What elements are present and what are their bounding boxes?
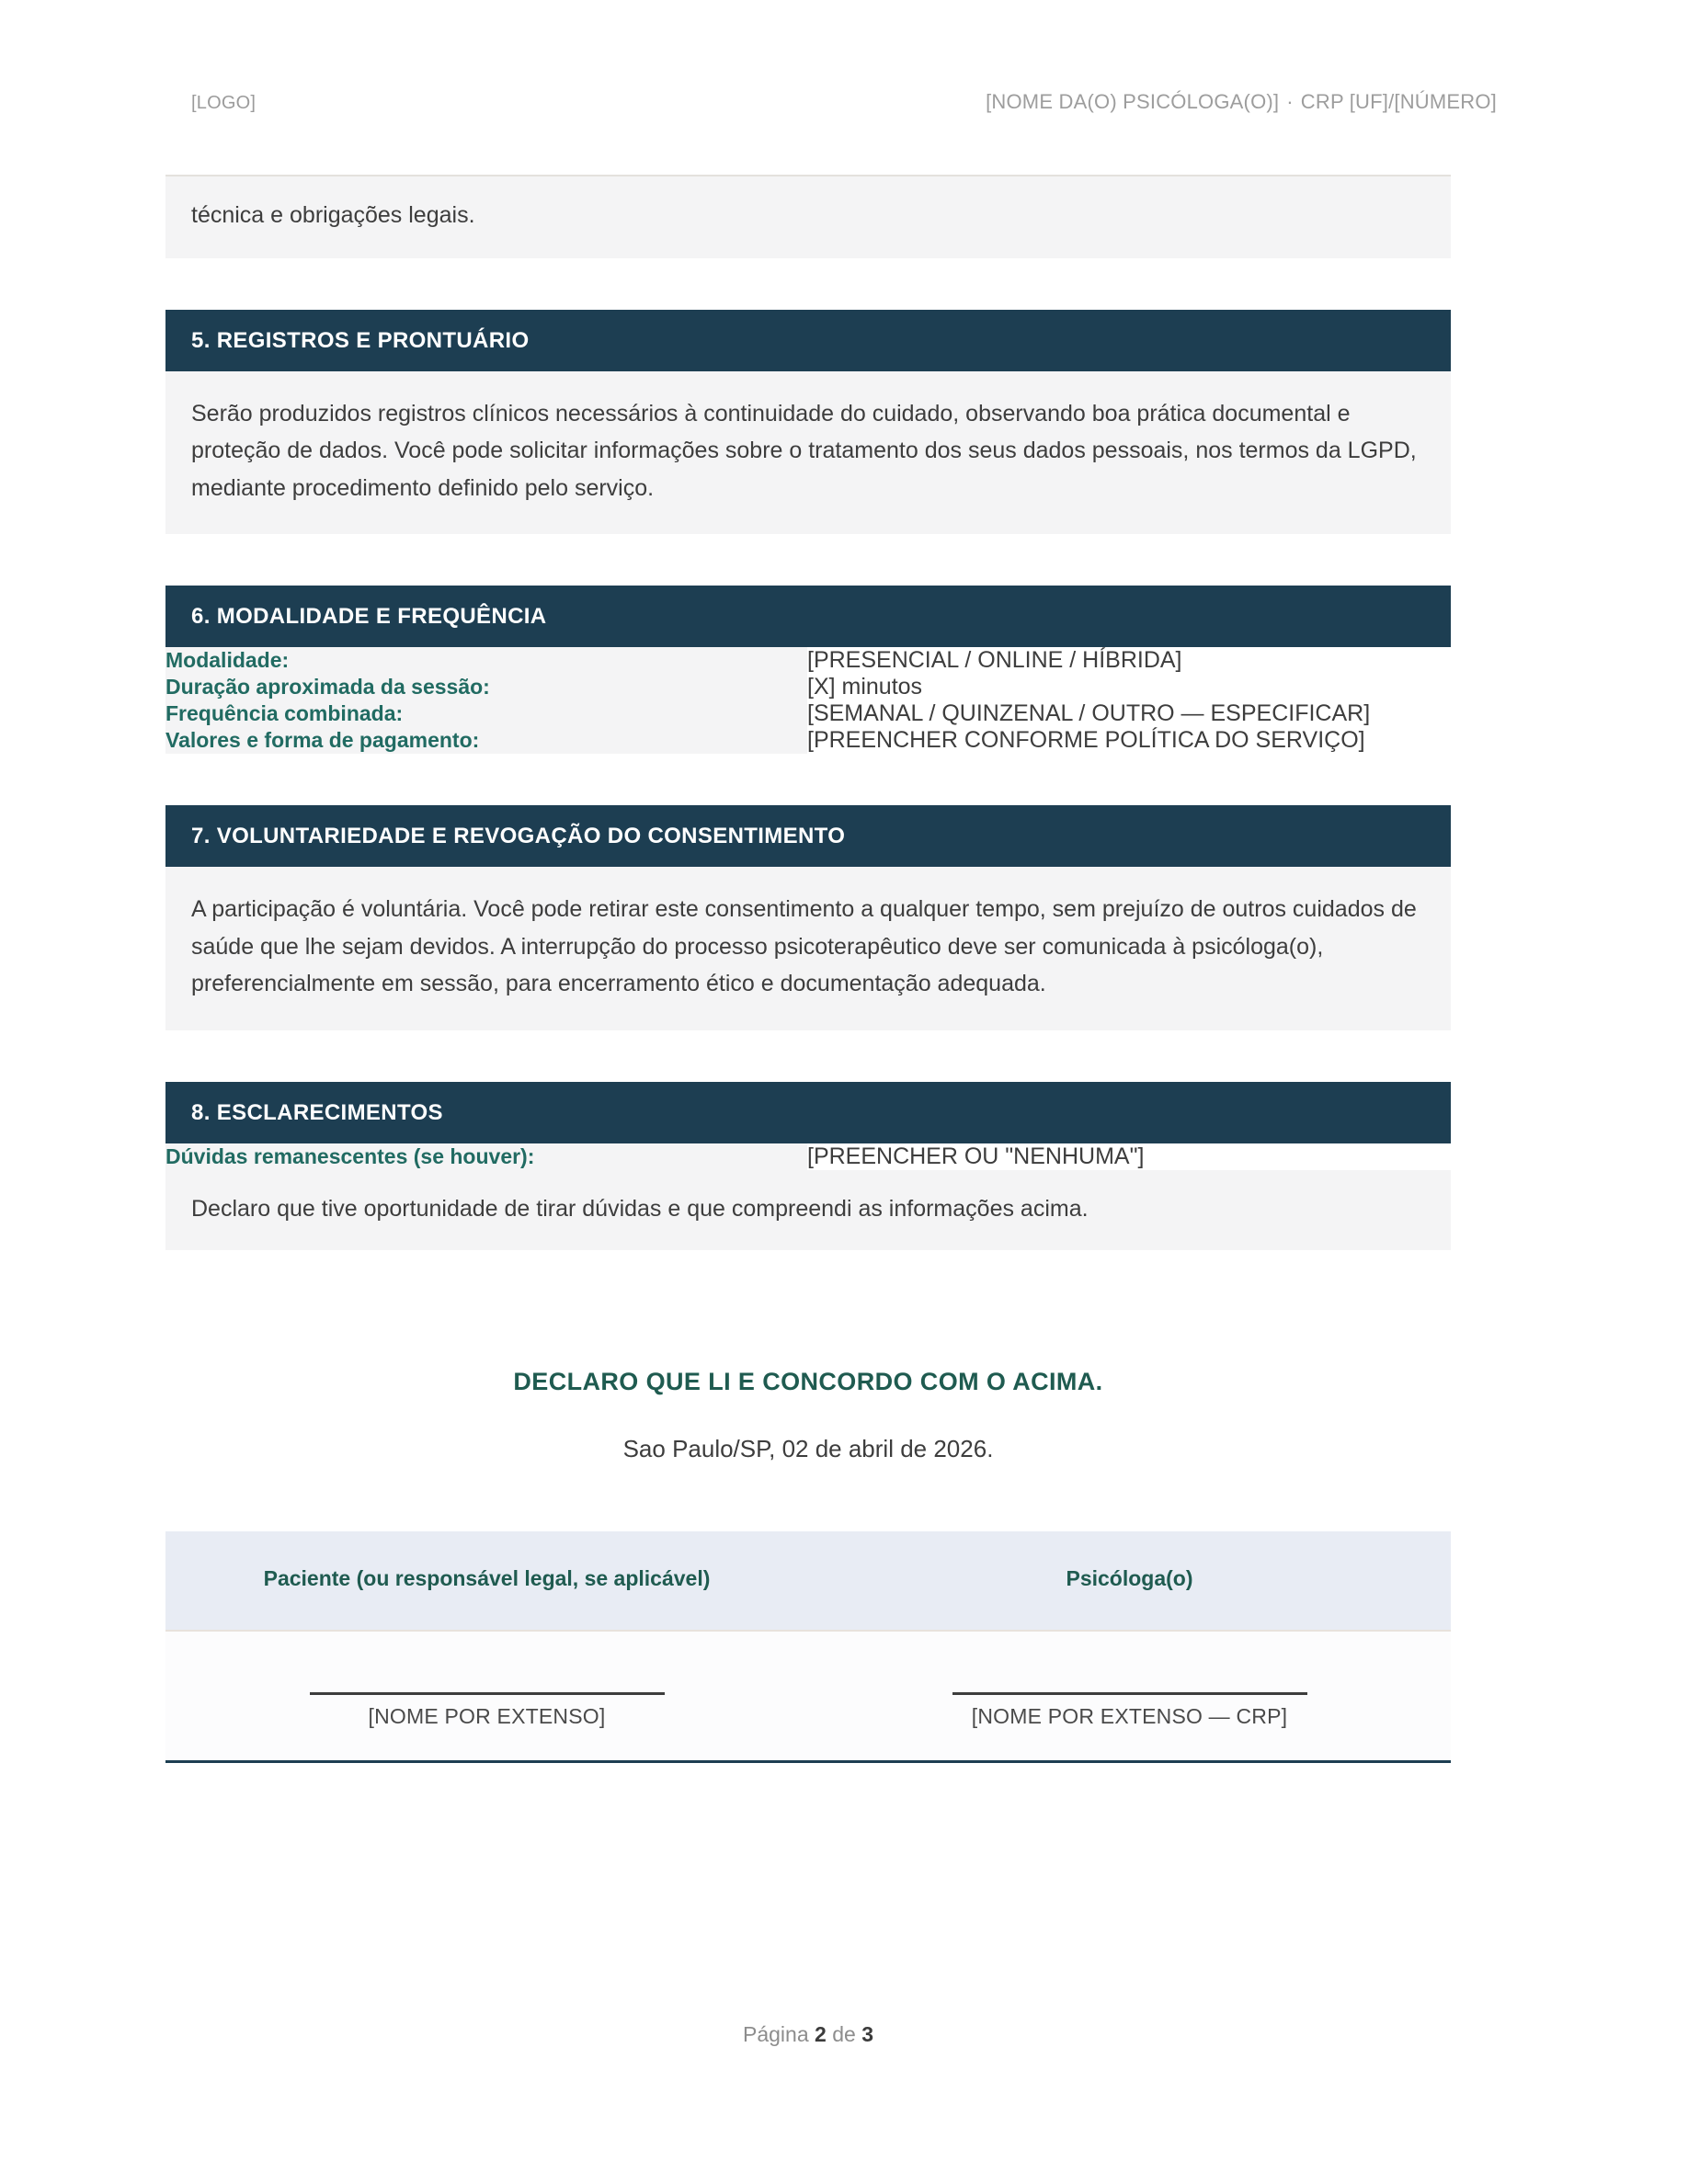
table-row	[165, 674, 1451, 700]
signature-header-row	[165, 1531, 1451, 1631]
table-row	[165, 1143, 1451, 1170]
esclarecimentos-note: Declaro que tive oportunidade de tirar dúvidas e que compreendi as informações acima.	[165, 1170, 1451, 1251]
signature-line-psychologist	[952, 1692, 1307, 1695]
section-registros-e-prontuario	[165, 310, 1451, 535]
field-label-duracao: Duração aproximada da sessão:	[165, 674, 807, 700]
section-7-paragraph: A participação é voluntária. Você pode retirar este consentimento a qualquer tempo, sem prejuízo de outros cuidados de saúde que lhe sejam devidos. A interrupção do processo psicoterapêutico deve ser comunicada à psicóloga(o), preferencialmente em sessão, para encerramento ético e documentação adequada.	[191, 896, 1417, 996]
esclarecimentos-field-table	[165, 1143, 1451, 1170]
field-value-frequencia[interactable]: [SEMANAL / QUINZENAL / OUTRO — ESPECIFICAR]	[807, 700, 1451, 727]
signature-name-patient: [NOME POR EXTENSO]	[368, 1704, 606, 1728]
document-footer	[165, 2022, 1451, 2047]
section-voluntariedade-e-revogacao	[165, 805, 1451, 1030]
signature-table	[165, 1531, 1451, 1763]
table-row	[165, 647, 1451, 674]
field-label-frequencia: Frequência combinada:	[165, 700, 807, 727]
field-value-duvidas[interactable]: [PREENCHER OU "NENHUMA"]	[807, 1143, 1451, 1170]
header-professional-info	[986, 90, 1497, 114]
footer-label-pagina: Página	[743, 2022, 809, 2046]
section-modalidade-e-frequencia	[165, 586, 1451, 754]
section-title-6: 6. MODALIDADE E FREQUÊNCIA	[165, 586, 1451, 647]
field-value-duracao[interactable]: [X] minutos	[807, 674, 1451, 700]
signature-body-row	[165, 1631, 1451, 1762]
field-value-modalidade[interactable]: [PRESENCIAL / ONLINE / HÍBRIDA]	[807, 647, 1451, 674]
declaration-statement: DECLARO QUE LI E CONCORDO COM O ACIMA.	[513, 1368, 1103, 1395]
field-label-duvidas: Dúvidas remanescentes (se houver):	[165, 1143, 807, 1170]
section-body-5	[165, 371, 1451, 535]
table-row	[165, 700, 1451, 727]
modalidade-field-table	[165, 647, 1451, 754]
section-title-8: 8. ESCLARECIMENTOS	[165, 1082, 1451, 1143]
section-title-5: 5. REGISTROS E PRONTUÁRIO	[165, 310, 1451, 371]
footer-total-pages: 3	[861, 2022, 873, 2046]
signature-name-psychologist: [NOME POR EXTENSO — CRP]	[971, 1704, 1288, 1728]
field-value-valores[interactable]: [PREENCHER CONFORME POLÍTICA DO SERVIÇO]	[807, 727, 1451, 754]
footer-current-page: 2	[815, 2022, 827, 2046]
continued-paragraph-text: técnica e obrigações legais.	[191, 202, 475, 228]
document-header	[191, 90, 1497, 114]
document-content	[165, 175, 1451, 1763]
section-title-7: 7. VOLUNTARIEDADE E REVOGAÇÃO DO CONSENTIMENTO	[165, 805, 1451, 867]
field-label-modalidade: Modalidade:	[165, 647, 807, 674]
footer-label-de: de	[832, 2022, 856, 2046]
signature-line-patient	[310, 1692, 665, 1695]
crp-registration-placeholder: CRP [UF]/[NÚMERO]	[1300, 90, 1497, 113]
section-body-7	[165, 867, 1451, 1030]
logo-placeholder: [LOGO]	[191, 93, 257, 113]
header-separator: ·	[1286, 90, 1294, 113]
signature-role-psychologist: Psicóloga(o)	[808, 1531, 1451, 1631]
signature-cell-patient[interactable]	[165, 1631, 808, 1762]
section-5-paragraph: Serão produzidos registros clínicos necessários à continuidade do cuidado, observando boa prática documental e proteção de dados. Você pode solicitar informações sobre o tratamento dos seus dados pessoais, nos termos da LGPD, mediante procedimento definido pelo serviço.	[191, 400, 1417, 501]
psychologist-name-placeholder: [NOME DA(O) PSICÓLOGA(O)]	[986, 90, 1280, 113]
signature-cell-psychologist[interactable]	[808, 1631, 1451, 1762]
place-and-date: Sao Paulo/SP, 02 de abril de 2026.	[622, 1435, 994, 1462]
section-esclarecimentos	[165, 1082, 1451, 1251]
continued-paragraph-block	[165, 175, 1451, 258]
field-label-valores: Valores e forma de pagamento:	[165, 727, 807, 754]
table-row	[165, 727, 1451, 754]
signature-role-patient: Paciente (ou responsável legal, se aplicável)	[165, 1531, 808, 1631]
